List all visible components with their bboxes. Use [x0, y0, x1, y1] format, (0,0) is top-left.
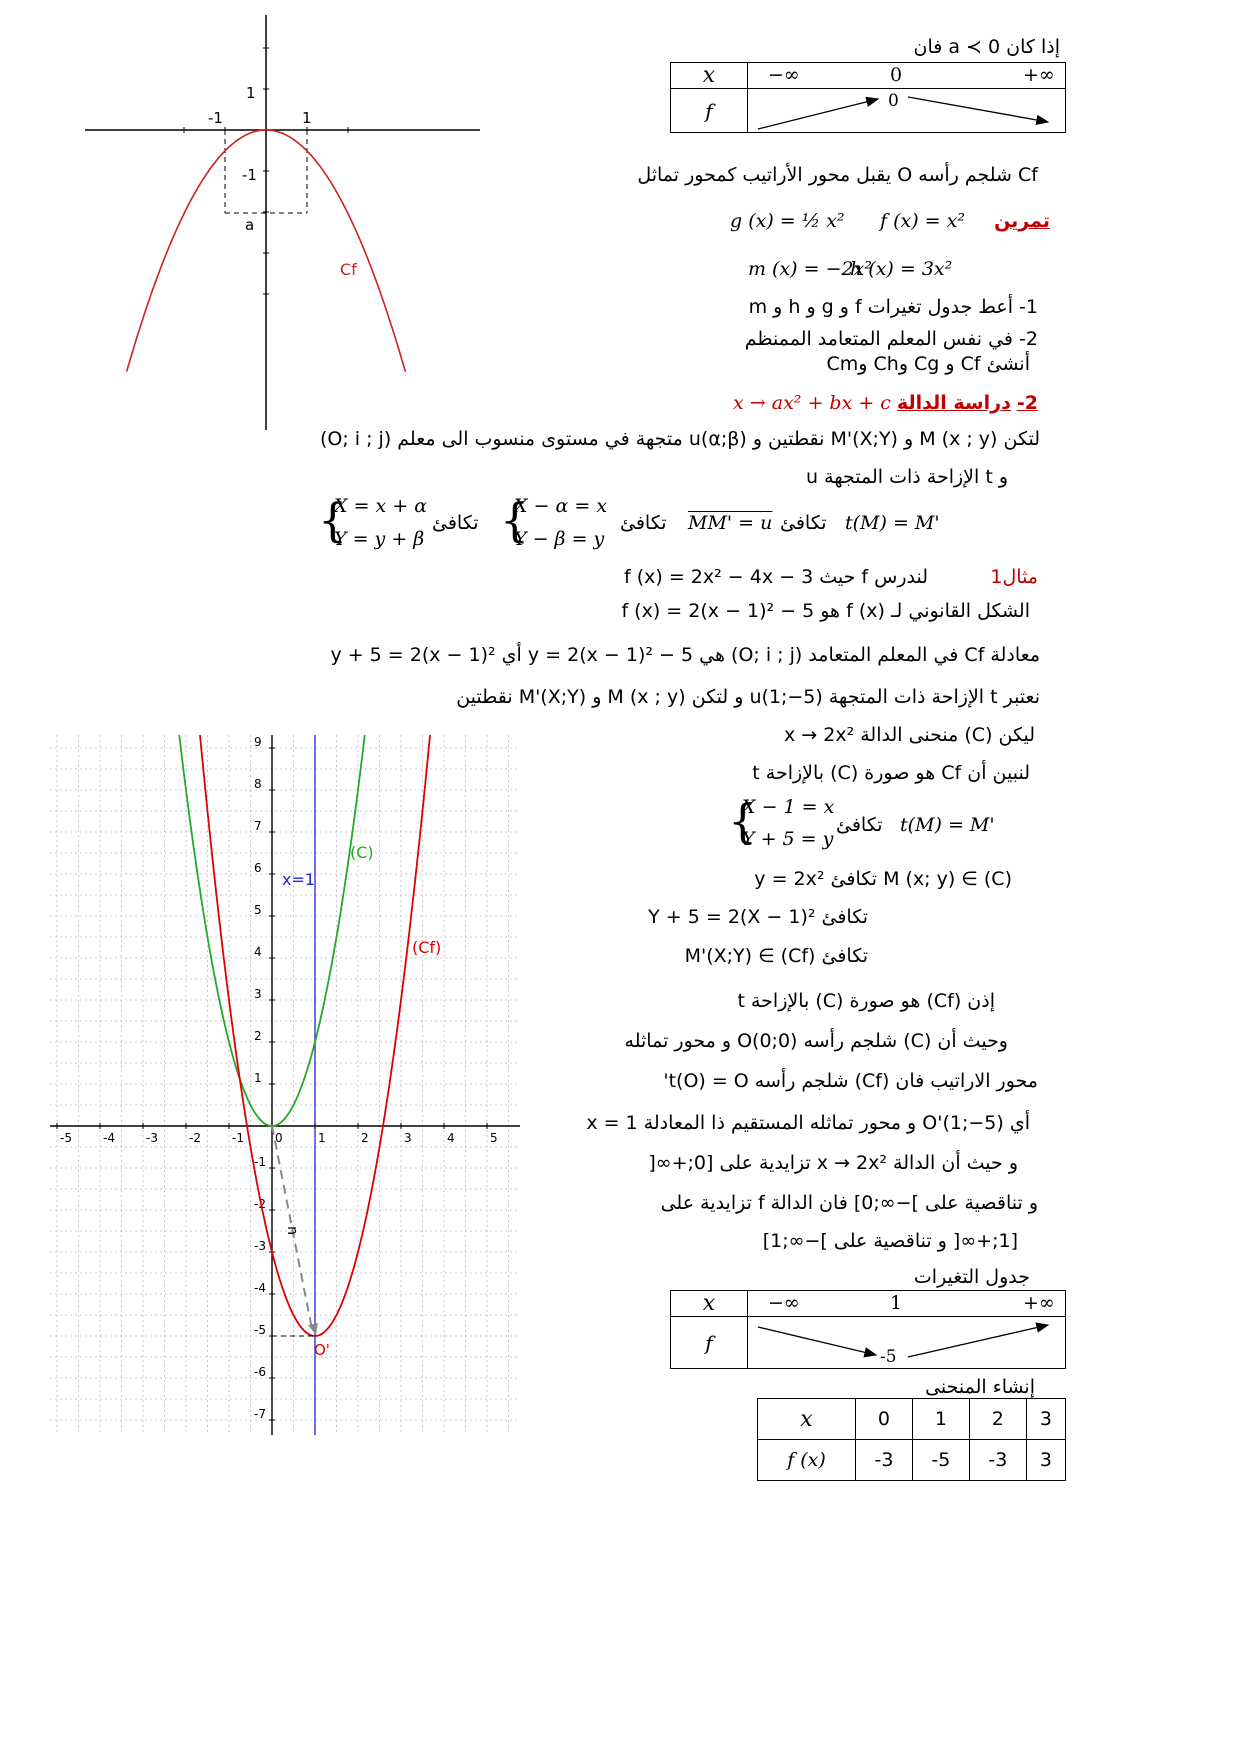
vt2-one: 1 [890, 1292, 903, 1314]
sys1-a: X − α = x [514, 495, 608, 517]
example-line11: إذن (Cf) هو صورة (C) بالإزاحة t [737, 990, 995, 1012]
x-tick-label: -2 [189, 1131, 201, 1145]
vt2-min-value: -5 [880, 1347, 897, 1367]
vals-fx-1: -5 [912, 1440, 969, 1481]
section2-title: دراسة الدالة [897, 392, 1011, 414]
vt2-minus-inf: −∞ [768, 1292, 800, 1314]
variation-table-f [670, 1290, 1066, 1369]
section2-line1: لتكن M (x ; y) و M'(X;Y) نقطتين و u(α;β) متجهة في مستوى منسوب الى معلم (O; i ; j) [319, 428, 1040, 450]
equiv-2: تكافئ [620, 512, 667, 534]
vertex-note: Cf شلجم رأسه O يقبل محور الأراتيب كمحور تماثل [637, 164, 1038, 186]
exercise-q2-construct: أنشئ Cf و Cg وCh وCm [826, 353, 1030, 375]
equiv-1: تكافئ [780, 512, 827, 534]
y-tick-label: 8 [254, 777, 262, 791]
example-equiv: تكافئ [836, 814, 883, 836]
example-line1: لندرس f حيث f (x) = 2x² − 4x − 3 [624, 566, 928, 588]
x-tick-label: 0 [275, 1131, 283, 1145]
x-tick-label: -5 [60, 1131, 72, 1145]
example-sys-b: Y + 5 = y [742, 828, 834, 850]
variation-table-a-negative [670, 62, 1066, 133]
label-x1: x=1 [282, 870, 316, 889]
exercise-title: تمرين [994, 210, 1050, 232]
exercise-g: g (x) = ½ x² [730, 210, 845, 232]
y-tick-label: -2 [254, 1197, 266, 1211]
y-tick-label: -6 [254, 1365, 266, 1379]
example-line3: معادلة Cf في المعلم المتعامد (O; i ; j) هي y = 2(x − 1)² − 5 أي y + 5 = 2(x − 1)² [330, 644, 1040, 666]
x-tick-label: 3 [404, 1131, 412, 1145]
y-tick-label: 7 [254, 819, 262, 833]
vals-fx-3: 3 [1026, 1440, 1065, 1481]
variations-heading: جدول التغيرات [913, 1266, 1030, 1288]
vals-fx-2: -3 [969, 1440, 1026, 1481]
y-tick-label: 9 [254, 735, 262, 749]
exercise-m: m (x) = −2x² [748, 258, 872, 280]
y-tick-label: -1 [254, 1155, 266, 1169]
tick-y-1: 1 [246, 84, 256, 102]
section2-eq-tm: t(M) = M' [845, 512, 940, 534]
y-tick-label: -4 [254, 1281, 266, 1295]
example-line2: الشكل القانوني لـ f (x) هو f (x) = 2(x − 1)² − 5 [621, 600, 1030, 622]
vt1-minus-inf: −∞ [768, 64, 800, 86]
top-parabola-graph [80, 10, 490, 440]
vt2-f-label: f [671, 1317, 748, 1369]
exercise-q1: 1- أعط جدول تغيرات f و g و h و m [748, 296, 1038, 318]
vals-fx-0: -3 [856, 1440, 913, 1481]
example-line4: نعتبر t الإزاحة ذات المتجهة u(1;−5) و لتكن M (x ; y) و M'(X;Y) نقطتين [456, 686, 1040, 708]
y-tick-label: -3 [254, 1239, 266, 1253]
y-tick-label: 3 [254, 987, 262, 1001]
y-tick-label: 4 [254, 945, 262, 959]
example-line6: لنبين أن Cf هو صورة (C) بالإزاحة t [752, 762, 1030, 784]
example-line14: أي O'(1;−5) و محور تماثله المستقيم ذا المعادلة x = 1 [586, 1112, 1030, 1134]
section2-number: 2- [1016, 392, 1038, 414]
vt1-x-label: x [671, 63, 748, 89]
construction-heading: إنشاء المنحنى [925, 1376, 1035, 1398]
sys2-a: X = x + α [334, 495, 428, 517]
vt1-max-value: 0 [888, 91, 899, 111]
tick-x-1: 1 [302, 109, 312, 127]
values-table [757, 1398, 1066, 1481]
translation-graph [50, 735, 520, 1435]
vals-x-label: x [758, 1399, 856, 1440]
example-line12: وحيث أن (C) شلجم رأسه O(0;0) و محور تماثله [624, 1030, 1008, 1052]
label-vertex: O' [314, 1341, 330, 1359]
example-line10: تكافئ M'(X;Y) ∈ (Cf) [684, 945, 868, 967]
example-tm: t(M) = M' [900, 814, 995, 836]
vt1-f-label: f [671, 89, 748, 133]
brace-1: { [500, 493, 530, 547]
label-c: (C) [350, 843, 374, 862]
example-line5: ليكن (C) منحنى الدالة x → 2x² [784, 724, 1035, 746]
example-line13: محور الاراتيب فان (Cf) شلجم رأسه t(O) = O' [663, 1070, 1038, 1092]
curve-label-cf: Cf [340, 260, 357, 279]
vector-u-label: u [284, 1226, 300, 1235]
brace-2: { [318, 493, 348, 547]
example-line17: [1;+∞[ و تناقصية على ]−∞;1] [762, 1230, 1018, 1252]
label-cf: (Cf) [412, 938, 442, 957]
x-tick-label: 4 [447, 1131, 455, 1145]
tick-y-neg1: -1 [242, 166, 257, 184]
vals-fx-label: f (x) [758, 1440, 856, 1481]
example-line15: و حيث أن الدالة x → 2x² تزايدية على [0;+∞[ [648, 1152, 1018, 1174]
vals-x-1: 1 [912, 1399, 969, 1440]
x-tick-label: -3 [146, 1131, 158, 1145]
vals-x-3: 3 [1026, 1399, 1065, 1440]
vt1-zero: 0 [890, 64, 903, 86]
vt1-arrows [748, 89, 1066, 133]
vals-x-2: 2 [969, 1399, 1026, 1440]
point-label-a: a [245, 216, 255, 234]
y-tick-label: 1 [254, 1071, 262, 1085]
x-tick-label: 5 [490, 1131, 498, 1145]
y-tick-label: 6 [254, 861, 262, 875]
x-tick-label: -4 [103, 1131, 115, 1145]
sys1-b: Y − β = y [514, 528, 605, 550]
exercise-q2: 2- في نفس المعلم المتعامد الممنظم [744, 328, 1038, 350]
example-line8: M (x; y) ∈ (C) تكافئ y = 2x² [754, 868, 1012, 890]
x-tick-label: 2 [361, 1131, 369, 1145]
section2-function: x → ax² + bx + c [733, 392, 891, 414]
vt2-plus-inf: +∞ [1023, 1292, 1055, 1314]
example-brace: { [728, 794, 758, 848]
example-line16: و تناقصية على ]−∞;0] فان الدالة f تزايدية على [660, 1192, 1038, 1214]
section2-heading [733, 392, 1038, 414]
example-label: مثال1 [990, 566, 1038, 588]
y-tick-label: -5 [254, 1323, 266, 1337]
section2-eq-vec: MM' = u [688, 512, 773, 534]
exercise-f: f (x) = x² [880, 210, 965, 232]
example-line9: تكافئ Y + 5 = 2(X − 1)² [648, 906, 868, 928]
y-tick-label: 5 [254, 903, 262, 917]
y-tick-label: -7 [254, 1407, 266, 1421]
sys2-b: Y = y + β [334, 528, 425, 550]
case-heading: إذا كان a ≺ 0 فان [913, 36, 1060, 58]
equiv-3: تكافئ [432, 512, 479, 534]
vt2-x-label: x [671, 1291, 748, 1317]
vals-x-0: 0 [856, 1399, 913, 1440]
example-sys-a: X − 1 = x [742, 796, 835, 818]
vector-u-arrowhead [308, 1323, 318, 1335]
exercise-h: h (x) = 3x² [850, 258, 953, 280]
tick-x-neg1: -1 [208, 109, 223, 127]
vt1-plus-inf: +∞ [1023, 64, 1055, 86]
vt2-arrows [748, 1317, 1066, 1369]
x-tick-label: -1 [232, 1131, 244, 1145]
x-tick-label: 1 [318, 1131, 326, 1145]
y-tick-label: 2 [254, 1029, 262, 1043]
section2-line2: و t الإزاحة ذات المتجهة u [806, 466, 1008, 488]
